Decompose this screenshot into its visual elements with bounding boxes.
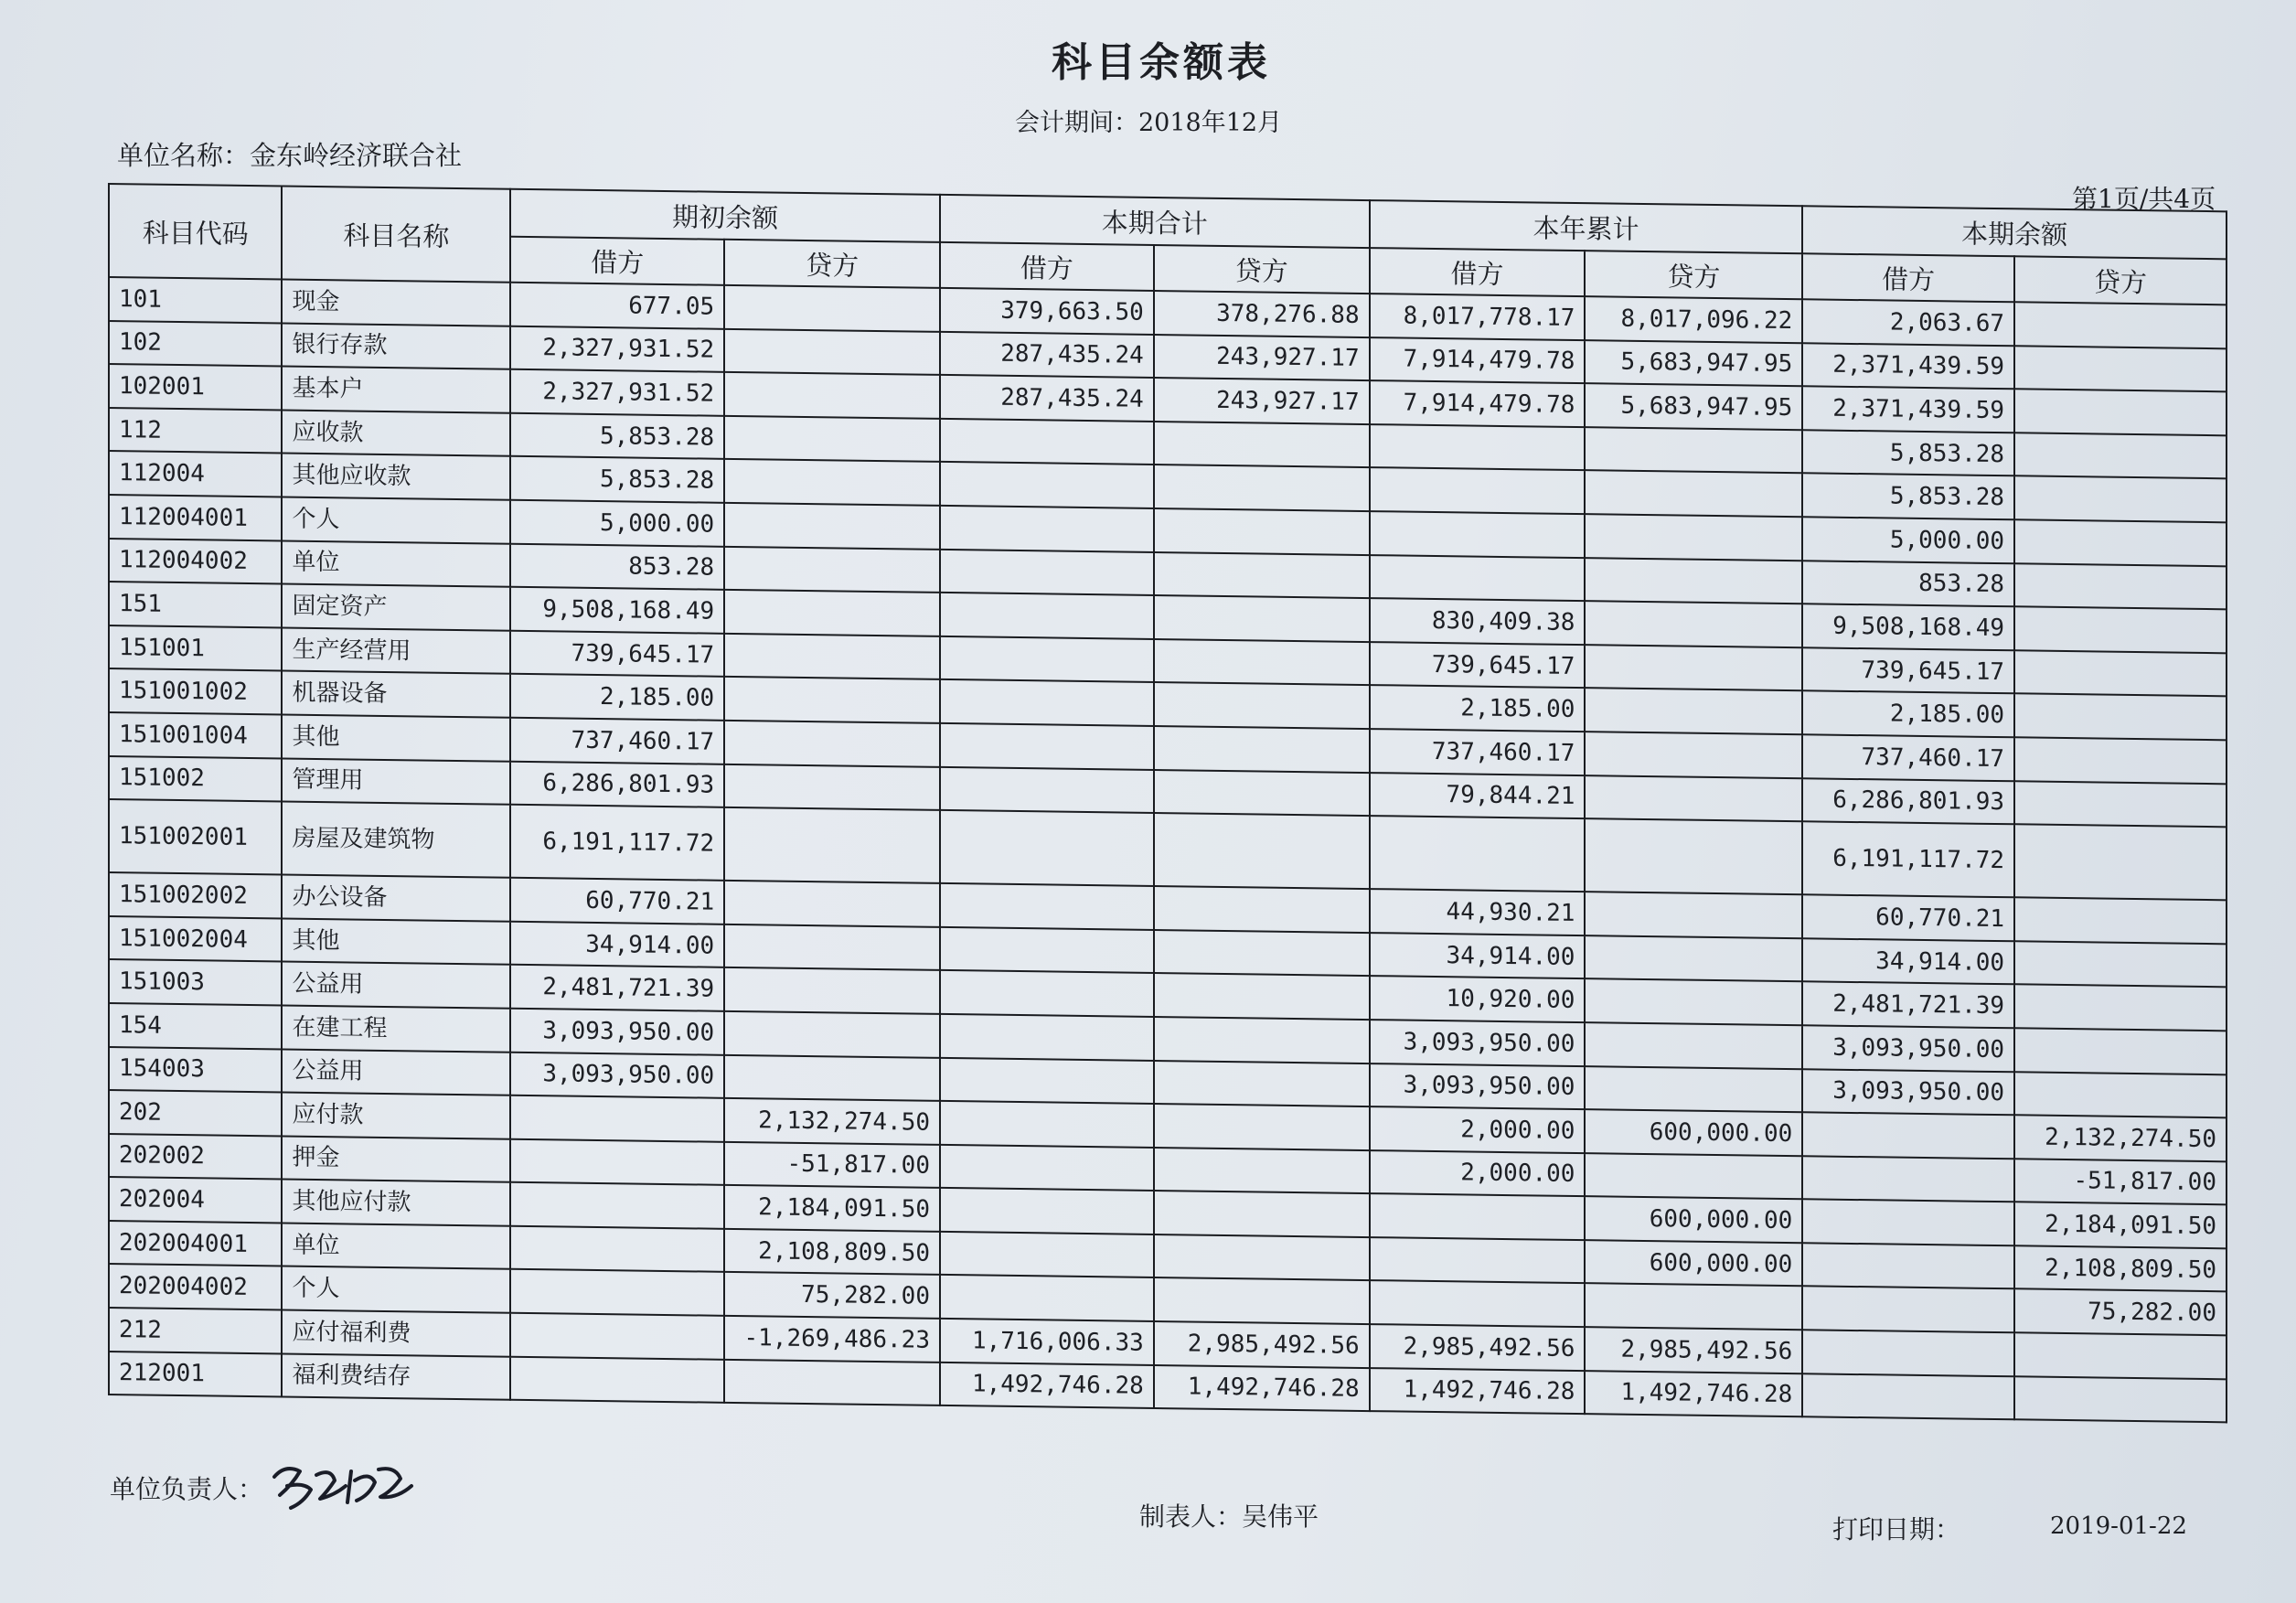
ytd-credit-cell	[1585, 427, 1802, 474]
opening-debit-cell: 2,327,931.52	[510, 326, 724, 372]
period-credit-cell	[1154, 886, 1370, 933]
closing-credit-cell	[2014, 985, 2227, 1031]
period-debit-cell	[940, 766, 1154, 813]
account-name: 应付款	[282, 1093, 510, 1139]
opening-debit-cell	[510, 1269, 724, 1316]
opening-credit-cell	[724, 1011, 940, 1058]
period-debit-cell	[940, 1057, 1154, 1104]
account-name: 其他应收款	[282, 454, 510, 500]
account-code: 102001	[109, 364, 282, 410]
ytd-debit-cell: 34,914.00	[1370, 933, 1586, 979]
account-name: 单位	[282, 1223, 510, 1269]
period-credit-cell	[1154, 1191, 1370, 1237]
closing-debit-cell: 5,853.28	[1802, 474, 2014, 520]
closing-credit-cell: 75,282.00	[2014, 1289, 2227, 1336]
account-name: 办公设备	[282, 875, 510, 922]
table-body	[109, 277, 2227, 1423]
account-name: 在建工程	[282, 1005, 510, 1052]
period-credit-cell	[1154, 973, 1370, 1020]
print-date: 2019-01-22	[2050, 1512, 2187, 1540]
closing-credit-cell	[2014, 563, 2227, 610]
period-credit-cell	[1154, 508, 1370, 555]
ytd-credit-cell	[1585, 818, 1802, 894]
balance-table	[108, 183, 2227, 1424]
period-credit-cell	[1154, 1017, 1370, 1063]
period-credit-cell	[1154, 552, 1370, 599]
closing-debit-cell: 3,093,950.00	[1802, 1069, 2014, 1116]
ytd-debit-cell	[1370, 511, 1586, 558]
closing-debit-cell: 737,460.17	[1802, 734, 2014, 781]
account-name: 管理用	[282, 758, 510, 805]
account-code: 112004001	[109, 495, 282, 540]
preparer: 制表人：吴伟平	[1139, 1501, 1319, 1532]
closing-debit-cell	[1802, 1373, 2014, 1420]
account-name: 应付福利费	[282, 1310, 510, 1357]
opening-debit-cell: 2,327,931.52	[510, 369, 724, 416]
ytd-debit-cell: 830,409.38	[1370, 598, 1586, 645]
page-indicator: 第1页/共4页	[2072, 184, 2216, 214]
opening-debit-cell	[510, 1313, 724, 1360]
account-name: 房屋及建筑物	[282, 802, 510, 878]
closing-debit-cell: 6,191,117.72	[1802, 821, 2014, 897]
ytd-debit-cell: 2,185.00	[1370, 685, 1586, 732]
ytd-credit-cell: 1,492,746.28	[1585, 1371, 1802, 1417]
closing-credit-cell	[2014, 433, 2227, 479]
ytd-credit-cell	[1585, 645, 1802, 691]
closing-credit-cell	[2014, 650, 2227, 697]
closing-credit-cell	[2014, 941, 2227, 988]
closing-debit-cell	[1802, 1330, 2014, 1376]
closing-credit-cell	[2014, 519, 2227, 566]
header-account-code: 科目代码	[109, 184, 282, 279]
ytd-credit-cell	[1585, 1066, 1802, 1113]
ytd-debit-cell: 2,000.00	[1370, 1106, 1586, 1153]
ytd-credit-cell	[1585, 558, 1802, 604]
closing-debit-cell: 3,093,950.00	[1802, 1025, 2014, 1072]
account-code: 151	[109, 582, 282, 627]
handwritten-signature	[267, 1459, 422, 1513]
ytd-credit-cell	[1585, 688, 1802, 734]
opening-credit-cell	[724, 546, 940, 593]
account-code: 101	[109, 277, 282, 323]
header-opening-balance: 期初余额	[510, 189, 940, 242]
account-name: 银行存款	[282, 323, 510, 369]
account-code: 102	[109, 321, 282, 367]
opening-debit-cell: 3,093,950.00	[510, 1009, 724, 1055]
period-debit-cell	[940, 593, 1154, 639]
account-code: 202002	[109, 1134, 282, 1180]
ytd-credit-cell	[1585, 514, 1802, 561]
closing-debit-cell	[1802, 1112, 2014, 1159]
closing-credit-cell	[2014, 606, 2227, 653]
opening-credit-cell	[724, 764, 940, 810]
period-debit-cell	[940, 1145, 1154, 1192]
report-title: 科目余额表	[1052, 39, 1271, 86]
opening-credit-cell	[724, 881, 940, 927]
period-debit-cell	[940, 1014, 1154, 1061]
header-debit: 借方	[1370, 248, 1586, 296]
account-code: 151001	[109, 625, 282, 671]
closing-credit-cell	[2014, 1376, 2227, 1423]
ytd-debit-cell	[1370, 424, 1586, 471]
opening-debit-cell: 5,853.28	[510, 413, 724, 460]
header-credit: 贷方	[724, 240, 940, 288]
period-debit-cell: 379,663.50	[940, 288, 1154, 335]
opening-debit-cell: 60,770.21	[510, 878, 724, 924]
opening-credit-cell: 2,108,809.50	[724, 1229, 940, 1276]
ytd-credit-cell: 2,985,492.56	[1585, 1327, 1802, 1373]
opening-debit-cell	[510, 1356, 724, 1403]
account-code: 154	[109, 1003, 282, 1049]
opening-debit-cell	[510, 1095, 724, 1142]
opening-debit-cell: 737,460.17	[510, 718, 724, 764]
opening-credit-cell	[724, 372, 940, 419]
header-credit: 贷方	[1585, 251, 1802, 299]
opening-debit-cell: 853.28	[510, 543, 724, 590]
period-debit-cell	[940, 462, 1154, 508]
period-credit-cell	[1154, 1277, 1370, 1324]
header-year-cumulative: 本年累计	[1370, 200, 1803, 253]
closing-debit-cell: 2,185.00	[1802, 691, 2014, 738]
closing-debit-cell	[1802, 1287, 2014, 1333]
opening-debit-cell	[510, 1138, 724, 1185]
account-code: 202004001	[109, 1221, 282, 1266]
closing-debit-cell: 5,000.00	[1802, 517, 2014, 563]
opening-debit-cell	[510, 1226, 724, 1273]
opening-credit-cell: -51,817.00	[724, 1142, 940, 1189]
period-debit-cell	[940, 506, 1154, 552]
period-credit-cell: 243,927.17	[1154, 335, 1370, 381]
opening-debit-cell: 5,000.00	[510, 500, 724, 547]
closing-debit-cell: 34,914.00	[1802, 938, 2014, 985]
period-debit-cell	[940, 970, 1154, 1017]
ytd-credit-cell	[1585, 1284, 1802, 1330]
opening-credit-cell	[724, 967, 940, 1014]
opening-credit-cell	[724, 503, 940, 550]
ytd-credit-cell	[1585, 471, 1802, 518]
period-debit-cell	[940, 679, 1154, 726]
ytd-debit-cell: 2,000.00	[1370, 1150, 1586, 1197]
period-debit-cell	[940, 1232, 1154, 1278]
ytd-debit-cell	[1370, 1193, 1586, 1240]
ytd-credit-cell: 600,000.00	[1585, 1196, 1802, 1243]
ytd-credit-cell: 8,017,096.22	[1585, 296, 1802, 343]
responsible-label: 单位负责人：	[110, 1474, 264, 1504]
opening-credit-cell	[724, 677, 940, 723]
account-code: 151002002	[109, 872, 282, 918]
ytd-debit-cell	[1370, 467, 1586, 514]
account-code: 112004	[109, 451, 282, 497]
period-credit-cell: 378,276.88	[1154, 291, 1370, 337]
opening-debit-cell: 34,914.00	[510, 921, 724, 967]
opening-credit-cell	[724, 285, 940, 332]
ytd-debit-cell: 3,093,950.00	[1370, 1063, 1586, 1110]
account-name: 公益用	[282, 962, 510, 1009]
ytd-debit-cell: 10,920.00	[1370, 976, 1586, 1022]
account-code: 202004002	[109, 1264, 282, 1309]
period-debit-cell	[940, 810, 1154, 886]
closing-credit-cell	[2014, 389, 2227, 435]
opening-debit-cell: 9,508,168.49	[510, 587, 724, 634]
closing-debit-cell: 2,481,721.39	[1802, 982, 2014, 1029]
period-credit-cell	[1154, 1148, 1370, 1194]
account-code: 112	[109, 408, 282, 454]
ytd-credit-cell: 600,000.00	[1585, 1109, 1802, 1156]
closing-credit-cell	[2014, 737, 2227, 784]
period-credit-cell	[1154, 930, 1370, 977]
account-code: 112004002	[109, 539, 282, 584]
period-debit-cell	[940, 723, 1154, 770]
period-credit-cell	[1154, 813, 1370, 889]
closing-credit-cell	[2014, 476, 2227, 523]
opening-debit-cell: 2,185.00	[510, 674, 724, 721]
period-credit-cell	[1154, 1104, 1370, 1150]
ytd-credit-cell	[1585, 601, 1802, 647]
period-debit-cell: 287,435.24	[940, 375, 1154, 422]
ytd-debit-cell: 737,460.17	[1370, 729, 1586, 775]
header-credit: 贷方	[2014, 256, 2227, 305]
closing-credit-cell: 2,132,274.50	[2014, 1115, 2227, 1161]
account-name: 机器设备	[282, 671, 510, 718]
ytd-debit-cell: 8,017,778.17	[1370, 294, 1586, 340]
period-credit-cell	[1154, 639, 1370, 686]
period-credit-cell	[1154, 595, 1370, 642]
opening-credit-cell	[724, 416, 940, 463]
ytd-credit-cell	[1585, 732, 1802, 778]
ytd-credit-cell	[1585, 978, 1802, 1025]
closing-debit-cell	[1802, 1200, 2014, 1246]
opening-debit-cell: 3,093,950.00	[510, 1052, 724, 1098]
period-debit-cell	[940, 549, 1154, 595]
ytd-debit-cell: 2,985,492.56	[1370, 1324, 1586, 1371]
account-name: 基本户	[282, 367, 510, 413]
ytd-credit-cell: 600,000.00	[1585, 1240, 1802, 1287]
account-name: 个人	[282, 497, 510, 543]
closing-credit-cell	[2014, 694, 2227, 741]
opening-credit-cell	[724, 459, 940, 506]
opening-debit-cell: 6,286,801.93	[510, 761, 724, 807]
closing-credit-cell	[2014, 897, 2227, 944]
account-name: 个人	[282, 1266, 510, 1313]
opening-credit-cell	[724, 328, 940, 375]
opening-debit-cell	[510, 1182, 724, 1229]
opening-debit-cell: 2,481,721.39	[510, 965, 724, 1011]
period-debit-cell: 287,435.24	[940, 332, 1154, 379]
period-debit-cell	[940, 927, 1154, 974]
opening-credit-cell	[724, 1359, 940, 1405]
account-name: 应收款	[282, 410, 510, 456]
period-credit-cell	[1154, 422, 1370, 468]
closing-credit-cell	[2014, 824, 2227, 900]
closing-credit-cell	[2014, 1028, 2227, 1074]
ytd-credit-cell	[1585, 935, 1802, 982]
period-credit-cell: 2,985,492.56	[1154, 1321, 1370, 1368]
account-name: 其他	[282, 714, 510, 761]
account-name: 现金	[282, 279, 510, 326]
closing-debit-cell	[1802, 1156, 2014, 1202]
header-credit: 贷方	[1154, 245, 1370, 294]
closing-debit-cell	[1802, 1243, 2014, 1289]
header-period-total: 本期合计	[940, 195, 1370, 248]
account-code: 202004	[109, 1177, 282, 1223]
opening-debit-cell: 6,191,117.72	[510, 805, 724, 881]
account-code: 151003	[109, 959, 282, 1005]
accounting-period: 会计期间：2018年12月	[1015, 109, 1283, 137]
opening-debit-cell: 739,645.17	[510, 631, 724, 678]
opening-credit-cell	[724, 807, 940, 883]
ytd-credit-cell: 5,683,947.95	[1585, 383, 1802, 430]
closing-debit-cell: 2,371,439.59	[1802, 343, 2014, 390]
account-name: 其他	[282, 918, 510, 965]
opening-credit-cell	[724, 1054, 940, 1101]
ytd-debit-cell: 1,492,746.28	[1370, 1368, 1586, 1415]
opening-credit-cell	[724, 590, 940, 636]
account-name: 福利费结存	[282, 1353, 510, 1400]
account-code: 154003	[109, 1047, 282, 1093]
period-debit-cell	[940, 1101, 1154, 1148]
header-debit: 借方	[1802, 253, 2014, 302]
ytd-credit-cell	[1585, 1022, 1802, 1069]
period-debit-cell	[940, 1188, 1154, 1234]
ytd-debit-cell	[1370, 1281, 1586, 1328]
header-closing-balance: 本期余额	[1802, 206, 2227, 259]
period-debit-cell	[940, 1275, 1154, 1321]
print-date-label: 打印日期：	[1832, 1514, 1961, 1544]
closing-credit-cell	[2014, 781, 2227, 828]
account-name: 固定资产	[282, 584, 510, 631]
closing-debit-cell: 60,770.21	[1802, 894, 2014, 941]
account-code: 202	[109, 1090, 282, 1136]
closing-debit-cell: 5,853.28	[1802, 430, 2014, 476]
opening-credit-cell: -1,269,486.23	[724, 1316, 940, 1363]
closing-credit-cell	[2014, 1332, 2227, 1379]
ytd-debit-cell	[1370, 816, 1586, 892]
account-name: 其他应付款	[282, 1180, 510, 1226]
opening-credit-cell: 75,282.00	[724, 1272, 940, 1319]
period-debit-cell: 1,492,746.28	[940, 1363, 1154, 1409]
ytd-credit-cell	[1585, 775, 1802, 822]
ytd-debit-cell: 79,844.21	[1370, 773, 1586, 819]
header-debit: 借方	[510, 237, 724, 285]
ytd-credit-cell	[1585, 1153, 1802, 1200]
account-code: 151001004	[109, 712, 282, 758]
opening-debit-cell: 5,853.28	[510, 456, 724, 503]
period-credit-cell: 1,492,746.28	[1154, 1365, 1370, 1412]
unit-name: 单位名称：金东岭经济联合社	[117, 140, 463, 171]
period-debit-cell	[940, 636, 1154, 683]
closing-debit-cell: 9,508,168.49	[1802, 604, 2014, 650]
closing-credit-cell: -51,817.00	[2014, 1159, 2227, 1205]
ytd-debit-cell: 44,930.21	[1370, 889, 1586, 935]
account-name: 生产经营用	[282, 627, 510, 674]
period-credit-cell	[1154, 726, 1370, 773]
closing-credit-cell: 2,184,091.50	[2014, 1202, 2227, 1249]
account-code: 151002001	[109, 799, 282, 874]
period-debit-cell	[940, 883, 1154, 930]
account-name: 单位	[282, 540, 510, 587]
header-debit: 借方	[940, 242, 1154, 291]
closing-debit-cell: 6,286,801.93	[1802, 778, 2014, 825]
period-credit-cell	[1154, 770, 1370, 817]
account-code: 212001	[109, 1352, 282, 1397]
account-name: 押金	[282, 1136, 510, 1182]
closing-debit-cell: 2,063.67	[1802, 299, 2014, 346]
closing-debit-cell: 739,645.17	[1802, 647, 2014, 694]
ytd-credit-cell	[1585, 892, 1802, 938]
ytd-debit-cell: 739,645.17	[1370, 642, 1586, 689]
period-debit-cell	[940, 419, 1154, 465]
account-code: 151002004	[109, 916, 282, 962]
ytd-debit-cell: 3,093,950.00	[1370, 1020, 1586, 1066]
closing-credit-cell: 2,108,809.50	[2014, 1245, 2227, 1292]
ytd-credit-cell: 5,683,947.95	[1585, 340, 1802, 387]
ytd-debit-cell	[1370, 555, 1586, 602]
header-account-name: 科目名称	[282, 186, 510, 282]
period-credit-cell	[1154, 465, 1370, 511]
closing-debit-cell: 853.28	[1802, 561, 2014, 607]
account-code: 212	[109, 1308, 282, 1353]
period-credit-cell	[1154, 1234, 1370, 1281]
closing-credit-cell	[2014, 346, 2227, 392]
account-code: 151002	[109, 756, 282, 802]
closing-credit-cell	[2014, 1072, 2227, 1118]
opening-credit-cell: 2,184,091.50	[724, 1185, 940, 1232]
opening-credit-cell: 2,132,274.50	[724, 1098, 940, 1145]
period-credit-cell	[1154, 682, 1370, 729]
opening-debit-cell: 677.05	[510, 283, 724, 329]
period-debit-cell: 1,716,006.33	[940, 1319, 1154, 1365]
opening-credit-cell	[724, 721, 940, 767]
account-name: 公益用	[282, 1049, 510, 1095]
ytd-debit-cell	[1370, 1237, 1586, 1284]
period-credit-cell: 243,927.17	[1154, 378, 1370, 424]
opening-credit-cell	[724, 924, 940, 971]
period-credit-cell	[1154, 1060, 1370, 1106]
closing-debit-cell: 2,371,439.59	[1802, 386, 2014, 433]
account-code: 151001002	[109, 668, 282, 714]
ytd-debit-cell: 7,914,479.78	[1370, 337, 1586, 384]
closing-credit-cell	[2014, 302, 2227, 348]
ytd-debit-cell: 7,914,479.78	[1370, 380, 1586, 427]
opening-credit-cell	[724, 634, 940, 680]
